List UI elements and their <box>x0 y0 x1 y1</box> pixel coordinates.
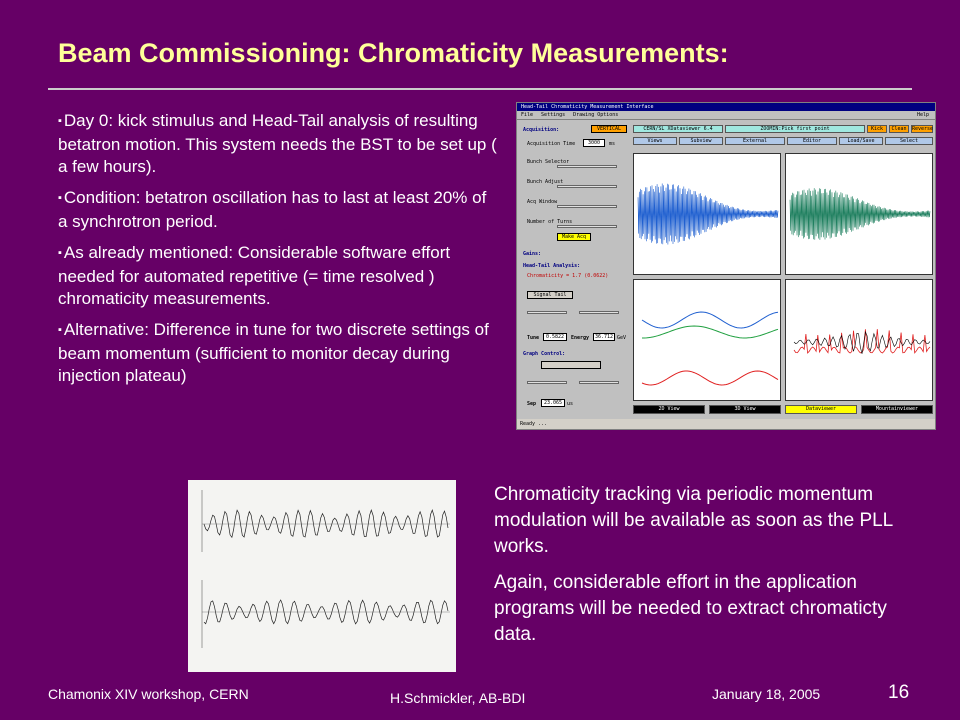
footer-right: January 18, 2005 <box>712 686 821 702</box>
turns-slider[interactable] <box>557 225 617 228</box>
acquisition-label: Acquisition: <box>523 127 560 133</box>
subview-menu[interactable]: Subview <box>679 137 723 145</box>
view-tabs <box>633 405 933 415</box>
energy-unit: GeV <box>617 335 627 341</box>
headtail-label: Head-Tail Analysis: <box>523 263 581 269</box>
chromaticity-trace <box>786 280 934 402</box>
turns-label: Number of Turns <box>527 219 573 225</box>
bullet-item: ▪ Day 0: kick stimulus and Head-Tail analysis of resulting betatron motion. This system needs the BST to be set up ( a few hours). <box>58 110 498 178</box>
bullet-item: ▪ As already mentioned: Considerable software effort needed for automated repetitive (= time resolved ) chromaticity measurements. <box>58 242 498 310</box>
external-menu[interactable]: External <box>725 137 785 145</box>
tune-printout-plot <box>188 480 456 672</box>
bunch-selector-slider[interactable] <box>557 165 617 168</box>
plot-phase-data[interactable] <box>633 279 781 401</box>
phase-curves <box>634 280 782 402</box>
right-paragraph: Again, considerable effort in the application programs will be needed to extract chromaticty data. <box>494 572 887 645</box>
gains-label: Gains: <box>523 251 542 257</box>
tab-mountainviewer[interactable]: Mountainviewer <box>861 405 933 414</box>
app-window-title: Head-Tail Chromaticity Measurement Interface <box>517 103 935 111</box>
bullet-item: ▪ Condition: betatron oscillation has to last at least 20% of a synchrotron period. <box>58 187 498 233</box>
bullet-list <box>58 110 498 396</box>
zoom-hint: ZOOMIN:Pick first point <box>725 125 865 133</box>
head-tail-waveform <box>634 154 782 276</box>
app-screenshot <box>516 102 936 430</box>
tab-2d-view[interactable]: 2D View <box>633 405 705 414</box>
app-status-bar: Ready ... <box>517 419 935 429</box>
footer-left: Chamonix XIV workshop, CERN <box>48 686 249 702</box>
tail-waveform <box>786 154 934 276</box>
bullet-item: ▪ Alternative: Difference in tune for two discrete settings of beam momentum (sufficient to monitor decay during injection plateau) <box>58 319 498 387</box>
acq-window-label: Acq Window <box>527 199 558 205</box>
footer-center: H.Schmickler, AB-BDI <box>390 690 526 706</box>
menu-file[interactable]: File <box>521 112 534 118</box>
select-menu[interactable]: Select <box>885 137 933 145</box>
acq-time-unit: ms <box>609 141 616 147</box>
kick-offset-slider[interactable] <box>527 311 567 314</box>
signal-select[interactable]: Signal Tail <box>527 291 573 299</box>
tab-dataviewer[interactable]: Dataviewer <box>785 405 857 414</box>
bunch-selector-label: Bunch Selector <box>527 159 570 165</box>
acq-window-slider[interactable] <box>557 205 617 208</box>
tune-printout-image <box>188 480 456 672</box>
offset-slider-2[interactable] <box>579 381 619 384</box>
sep-input[interactable]: 23.065 <box>541 399 565 407</box>
menu-settings[interactable]: Settings <box>541 112 566 118</box>
energy-input[interactable]: 36.712 <box>594 334 614 340</box>
slide-title: Beam Commissioning: Chromaticity Measurements: <box>58 38 729 68</box>
load-save-menu[interactable]: Load/Save <box>839 137 883 145</box>
graph-mode-select[interactable] <box>541 361 601 369</box>
views-menu[interactable]: Views <box>633 137 677 145</box>
plot-tail-data[interactable] <box>785 153 933 275</box>
reverse-button[interactable]: Reverse <box>912 126 934 132</box>
menu-drawing-options[interactable]: Drawing Options <box>573 112 619 118</box>
viewer-version: CERN/SL XDataviewer 6.4 <box>633 125 723 133</box>
editor-menu[interactable]: Editor <box>787 137 837 145</box>
plot-chromaticity[interactable] <box>785 279 933 401</box>
synch-period-slider[interactable] <box>579 311 619 314</box>
acq-time-input[interactable]: 3000 <box>583 139 605 147</box>
tune-label: Tune <box>527 335 540 341</box>
menu-help[interactable]: Help <box>916 112 929 118</box>
offset-slider-1[interactable] <box>527 381 567 384</box>
tune-input[interactable]: 0.5822 <box>543 333 567 341</box>
sep-unit: us <box>567 401 574 407</box>
kick-button[interactable]: Kick <box>867 125 887 133</box>
tab-3d-view[interactable]: 3D View <box>709 405 781 414</box>
clean-button[interactable]: Clean <box>889 125 909 133</box>
make-acq-button[interactable]: Make Acq <box>557 233 591 241</box>
title-divider <box>48 88 912 90</box>
plot-head-tail-data[interactable] <box>633 153 781 275</box>
sep-label: Sep <box>527 401 537 407</box>
energy-label: Energy <box>571 335 590 341</box>
page-number: 16 <box>888 682 910 703</box>
right-paragraph: Chromaticity tracking via periodic momentum modulation will be available as soon as the PLL works. <box>494 484 893 557</box>
acq-time-label: Acquisition Time <box>527 141 576 147</box>
graph-control-label: Graph Control: <box>523 351 566 357</box>
chromaticity-readout: Chromaticity = 1.7 (0.0622) <box>527 273 609 279</box>
bunch-adjust-slider[interactable] <box>557 185 617 188</box>
plane-button[interactable]: VERTICAL <box>591 125 627 133</box>
app-menu-bar <box>517 111 935 120</box>
bunch-adjust-label: Bunch Adjust <box>527 179 564 185</box>
right-text-block <box>494 482 894 658</box>
control-panel <box>521 125 629 415</box>
